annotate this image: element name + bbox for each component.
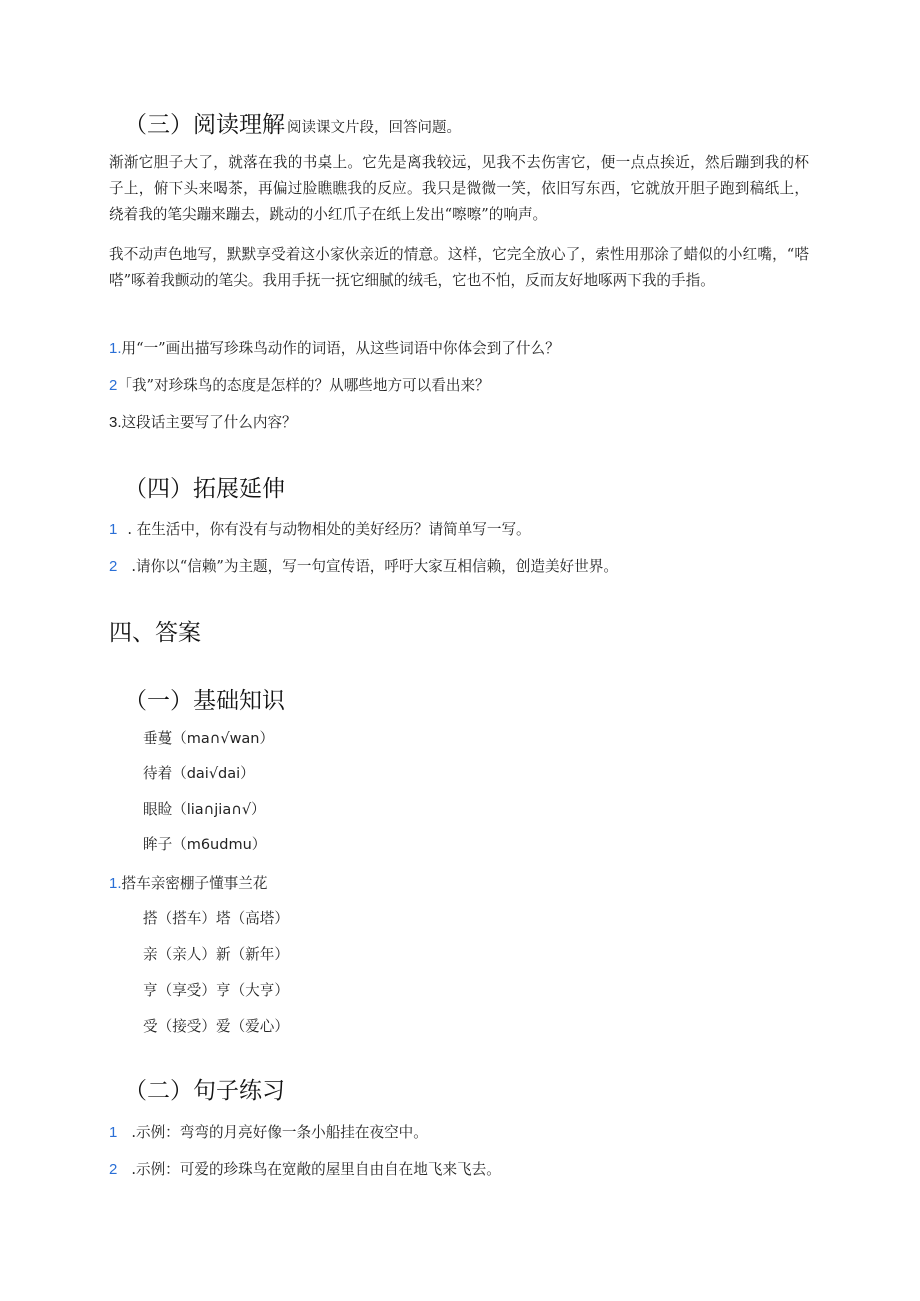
item-text: . 在生活中，你有没有与动物相处的美好经历？请简单写一写。 bbox=[127, 521, 531, 538]
reading-heading-title: （三）阅读理解 bbox=[124, 112, 285, 138]
word-pair-1: 搭（搭车）塔（高塔） bbox=[143, 910, 289, 927]
reading-question-1 bbox=[109, 337, 560, 358]
question-text: 「我”对珍珠鸟的态度是怎样的？从哪些地方可以看出来？ bbox=[117, 377, 490, 394]
reading-heading bbox=[124, 106, 461, 139]
answer-text: 搭车亲密棚子懂事兰花 bbox=[121, 875, 268, 892]
extension-item-1 bbox=[109, 518, 531, 539]
reading-paragraph-1: 渐渐它胆子大了，就落在我的书桌上。它先是离我较远，见我不去伤害它，便一点点挨近，然后蹦到我的杯子上，俯下头来喝茶，再偏过脸瞧瞧我的反应。我只是微微一笑，依旧写东西，它就放开胆子跑到稿纸上，绕着我的笔尖蹦来蹦去，跳动的小红爪子在纸上发出“嚓嚓”的响声。 bbox=[109, 154, 809, 223]
reading-question-3 bbox=[109, 411, 297, 432]
sentence-answer-2 bbox=[109, 1158, 501, 1179]
sentence-practice-heading: （二）句子练习 bbox=[124, 1078, 285, 1104]
pinyin-row-3 bbox=[143, 798, 266, 819]
answer-text: .示例：可爱的珍珠鸟在宽敞的屋里自由自在地飞来飞去。 bbox=[131, 1161, 501, 1178]
pinyin-row-2 bbox=[143, 762, 255, 783]
question-number: 1. bbox=[109, 340, 122, 357]
reading-paragraph-2: 我不动声色地写，默默享受着这小家伙亲近的情意。这样，它完全放心了，索性用那涂了蜡似的小红嘴，“嗒嗒”啄着我颤动的笔尖。我用手抚一抚它细腻的绒毛，它也不怕，反而友好地啄两下我的手指。 bbox=[109, 246, 809, 289]
pinyin-word: 眼睑 bbox=[143, 801, 173, 818]
word-pair-4: 受（接受）爱（爱心） bbox=[143, 1018, 289, 1035]
pinyin-word: 眸子 bbox=[143, 836, 173, 853]
pinyin-reading: （dai√dai） bbox=[172, 766, 255, 782]
pinyin-row-1 bbox=[143, 727, 274, 748]
pinyin-word: 垂蔓 bbox=[143, 730, 173, 747]
pinyin-reading: （m6udmu） bbox=[172, 837, 267, 853]
question-number: 3. bbox=[109, 414, 122, 431]
question-number: 2 bbox=[109, 377, 118, 394]
word-pair-2: 亲（亲人）新（新年） bbox=[143, 946, 289, 963]
pinyin-reading: （lia∩jia∩√） bbox=[172, 802, 266, 818]
reading-heading-instruction: 阅读课文片段，回答问题。 bbox=[287, 120, 461, 136]
item-text: .请你以“信赖”为主题，写一句宣传语，呼吁大家互相信赖，创造美好世界。 bbox=[131, 558, 618, 575]
pinyin-reading: （ma∩√wan） bbox=[172, 731, 275, 747]
answer-number: 1. bbox=[109, 875, 122, 892]
answer-number: 1 bbox=[109, 1124, 118, 1141]
word-pair-3: 亨（享受）亨（大亨） bbox=[143, 982, 289, 999]
sentence-answer-1 bbox=[109, 1121, 428, 1142]
pinyin-word: 待着 bbox=[143, 765, 173, 782]
item-number: 1 bbox=[109, 521, 118, 538]
basic-knowledge-heading: （一）基础知识 bbox=[124, 688, 285, 714]
question-text: 这段话主要写了什么内容？ bbox=[121, 414, 297, 431]
answer-text: .示例：弯弯的月亮好像一条小船挂在夜空中。 bbox=[131, 1124, 428, 1141]
extension-item-2 bbox=[109, 555, 618, 576]
pinyin-row-4 bbox=[143, 833, 266, 854]
basic-answer-1 bbox=[109, 872, 267, 893]
extension-heading: （四）拓展延伸 bbox=[124, 476, 285, 502]
item-number: 2 bbox=[109, 558, 118, 575]
reading-question-2 bbox=[109, 374, 490, 395]
question-text: 用“一”画出描写珍珠鸟动作的词语，从这些词语中你体会到了什么？ bbox=[121, 340, 560, 357]
answers-heading: 四、答案 bbox=[109, 620, 201, 646]
answer-number: 2 bbox=[109, 1161, 118, 1178]
